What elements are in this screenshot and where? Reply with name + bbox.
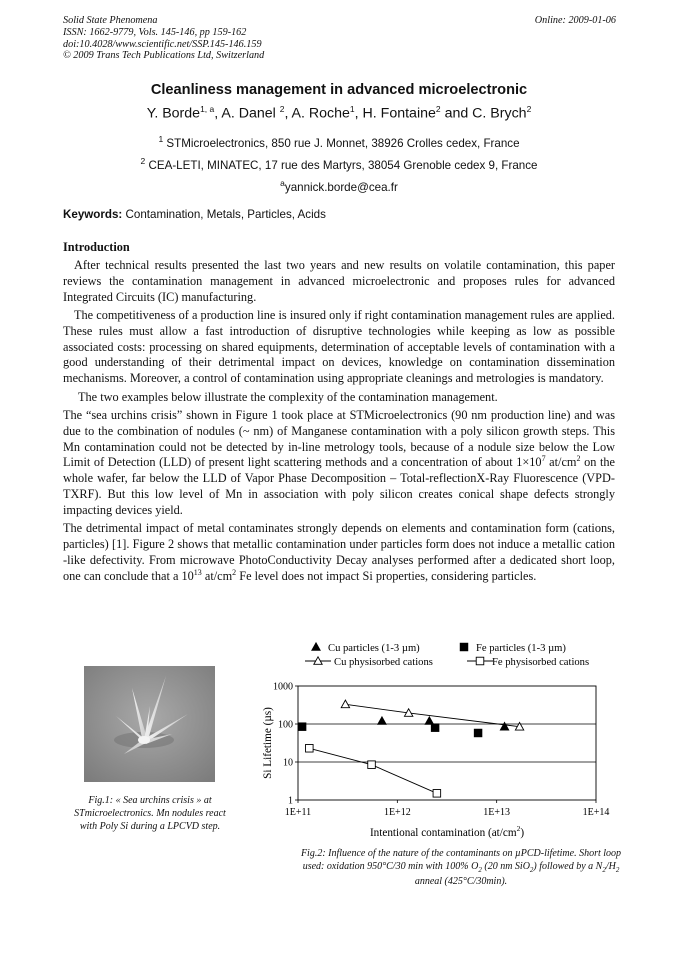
caption-run: ) followed by a N	[533, 860, 603, 872]
x-tick-label: 1E+14	[582, 807, 610, 818]
text-sup: 13	[193, 567, 202, 577]
figure-2-caption	[296, 848, 626, 889]
y-axis-label: Si Lifetime (µs)	[262, 707, 274, 779]
caption-run: (20 nm SiO	[481, 860, 530, 872]
caption-sub: 2	[529, 865, 534, 874]
paragraph: The two examples below illustrate the complexity of the contamination management.	[78, 389, 498, 404]
issn-line: ISSN: 1662-9779, Vols. 145-146, pp 159-162	[63, 26, 247, 38]
text-run: at/cm	[545, 455, 577, 470]
doi-line: doi:10.4028/www.scientific.net/SSP.145-146.159	[63, 38, 262, 50]
caption-sub: 2	[602, 865, 606, 874]
y-tick-label: 1	[288, 795, 293, 807]
data-point	[306, 744, 314, 752]
caption-sub: 2	[478, 865, 482, 874]
text-run: at/cm	[201, 568, 233, 583]
y-tick-label: 10	[283, 757, 293, 769]
data-point	[368, 761, 376, 769]
data-point	[433, 790, 441, 798]
series-line	[309, 748, 437, 793]
legend-label: Fe physisorbed cations	[492, 657, 590, 668]
legend-label: Cu particles (1-3 µm)	[328, 643, 420, 654]
author-name: Y. Borde	[146, 105, 201, 122]
email-sup: a	[280, 178, 285, 188]
text-run: The detrimental impact of metal contaminates strongly depends on elements and contamination form (cations, particles) [1]. Figure 2 shows that metallic contamination under particles form does not induce a metallic cation -like defectivity. From microwave PhotoConductivity Decay analyses performed after a dedicated short loop, one can conclude that a 10	[63, 521, 615, 583]
section-heading: Introduction	[63, 240, 130, 254]
sea-urchin-micrograph	[84, 666, 215, 782]
legend-label: Fe particles (1-3 µm)	[476, 643, 566, 654]
paragraph	[63, 408, 615, 519]
legend-marker	[460, 643, 468, 651]
body-text	[63, 258, 615, 587]
author-email	[0, 178, 678, 194]
copyright-line: © 2009 Trans Tech Publications Ltd, Switzerland	[63, 50, 265, 62]
plot-area	[273, 682, 609, 819]
paragraph	[63, 521, 615, 584]
figure-1-caption: Fig.1: « Sea urchins crisis » at STmicroelectronics. Mn nodules react with Poly Si during a LPCVD step.	[74, 795, 226, 832]
affiliation-2	[0, 156, 678, 172]
caption-run: anneal (425°C/30min).	[414, 876, 508, 888]
x-axis-label: Intentional contamination $(at/cm^2)$	[369, 824, 525, 839]
keywords-label: Keywords:	[63, 208, 123, 221]
plot-frame	[298, 686, 596, 800]
data-point	[378, 717, 386, 725]
aff-sup: 2	[140, 156, 146, 166]
paragraph: After technical results presented the last two years and new results on volatile contamination, this paper reviews the contamination management in advanced microelectronic and proposes rules for advanced Integrated Circuits (IC) manufacturing.	[63, 258, 615, 304]
caption-run: /H	[605, 860, 616, 872]
legend-marker	[476, 657, 484, 665]
x-tick-label: 1E+13	[483, 807, 511, 818]
legend-marker	[312, 643, 320, 651]
y-tick-label: 1000	[273, 681, 293, 693]
author-name: , A. Danel	[214, 105, 280, 122]
author-sup: 2	[526, 104, 532, 114]
online-date: Online: 2009-01-06	[534, 15, 616, 26]
journal-header	[63, 15, 264, 62]
data-point	[425, 717, 433, 725]
author-sup: 1, a	[200, 104, 215, 114]
text-sup: 2	[232, 567, 237, 577]
paragraph: The competitiveness of a production line is insured only if right contamination management rules are applied. These rules must allow a fast introduction of disruptive technologies while keeping as low as possible associated costs: processing on shared equipments, determination of acceptable levels of contamination with a good understanding of their detrimental impact on devices, knowledge on contamination dissemination mechanisms. Moreover, a control of contamination using appropriate cleanings and metrologies is mandatory.	[63, 307, 615, 386]
text-sup: 7	[541, 454, 546, 464]
author-name: , A. Roche	[284, 105, 350, 122]
text-run: The “sea urchins crisis” shown in Figure 1 took place at STMicroelectronics (90 nm production line) and was due to the combination of nodules (~ nm) of Manganese contamination with a poly silicon growth steps. This Mn contamination could not be detected by in-line metrology tools, because of a nodule size below the Low Limit of Detection (LLD) of present light scattering methods and a concentration of about 1×10	[63, 407, 615, 470]
author-list	[0, 104, 678, 122]
data-point	[298, 723, 306, 731]
author-name: , H. Fontaine	[354, 105, 436, 122]
data-point	[341, 700, 349, 708]
x-tick-label: 1E+12	[383, 807, 411, 818]
legend-label: Cu physisorbed cations	[334, 657, 433, 668]
text-run: on the whole wafer, far below the LLD of Vapor Phase Decomposition – Total-reflectionX-Ray Fluorescence (VPD-TXRF). But this low level of Mn in association with poly silicon creates conical shape defects strongly impacting devices yield.	[63, 455, 615, 517]
keywords-text: Contamination, Metals, Particles, Acids	[122, 208, 326, 221]
journal-name: Solid State Phenomena	[63, 15, 158, 26]
data-point	[474, 729, 482, 737]
aff-sup: 1	[158, 134, 164, 144]
y-tick-label: 100	[278, 719, 293, 731]
x-tick-label: 1E+11	[284, 807, 312, 818]
caption-run: Fig.2: Influence of the nature of the contaminants on µPCD-lifetime. Short loop used: oxidation 950°C/30 min with 100% O	[300, 848, 622, 872]
text-sup: 2	[576, 454, 581, 464]
author-sup: 2	[279, 104, 285, 114]
caption-sub: 2	[615, 865, 620, 874]
aff-text: STMicroelectronics, 850 rue J. Monnet, 38926 Crolles cedex, France	[163, 136, 520, 150]
chart-legend	[305, 643, 589, 668]
affiliation-1	[0, 134, 678, 150]
aff-text: CEA-LETI, MINATEC, 17 rue des Martyrs, 38054 Grenoble cedex 9, France	[145, 158, 538, 172]
author-sup: 1	[349, 104, 355, 114]
paper-title: Cleanliness management in advanced microelectronic	[150, 82, 528, 98]
text-run: Fe level does not impact Si properties, considering particles.	[236, 568, 537, 583]
email-text: yannick.borde@cea.fr	[284, 180, 398, 194]
author-sup: 2	[435, 104, 441, 114]
lifetime-chart	[258, 636, 628, 846]
data-point	[431, 724, 439, 732]
author-name: and C. Brych	[440, 105, 527, 122]
keywords	[63, 208, 326, 221]
